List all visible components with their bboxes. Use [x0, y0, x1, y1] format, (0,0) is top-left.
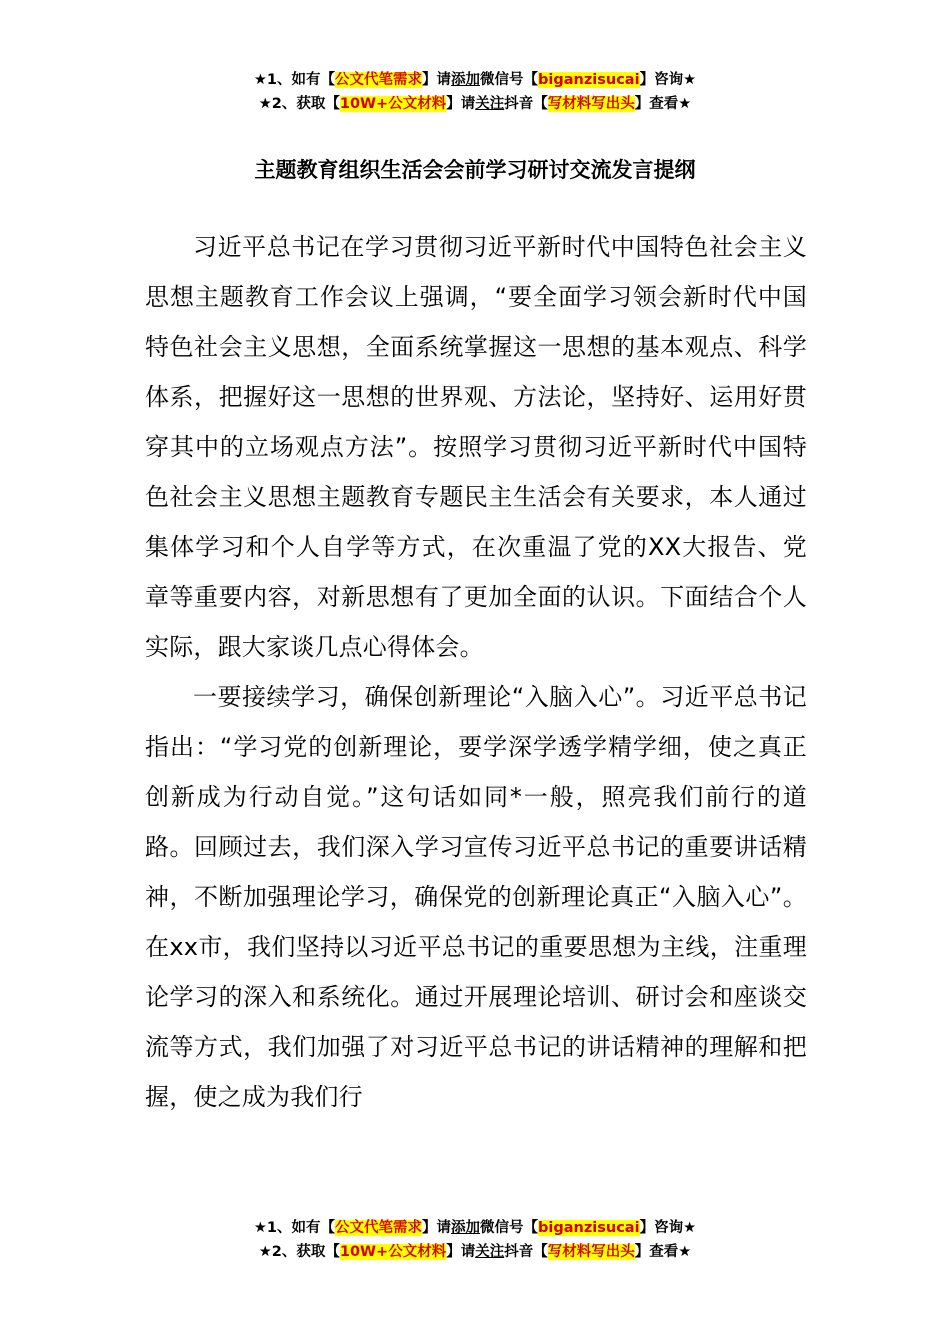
footer-1-suffix: 】咨询★: [639, 1220, 697, 1236]
footer-banner-line-2: [0, 1240, 950, 1264]
footer-2-highlight-materials: 10W+公文材料: [339, 1244, 447, 1260]
footer-2-prefix: ★2、获取【: [258, 1244, 340, 1260]
footer-banner-line-1: [0, 1216, 950, 1240]
banner-1-mid2: 微信号【: [480, 72, 539, 88]
footer-1-highlight-service: 公文代笔需求: [335, 1220, 423, 1236]
banner-2-emphasis: 关注: [475, 96, 505, 112]
banner-2-highlight-douyin: 写材料写出头: [547, 96, 635, 112]
banner-1-emphasis: 添加: [451, 72, 481, 88]
banner-1-mid1: 】请: [422, 72, 452, 88]
footer-2-highlight-douyin: 写材料写出头: [547, 1244, 635, 1260]
header-banner: [0, 68, 950, 116]
footer-1-mid2: 微信号【: [480, 1220, 539, 1236]
footer-1-mid1: 】请: [422, 1220, 452, 1236]
banner-1-prefix: ★1、如有【: [253, 72, 336, 88]
document-title: 主题教育组织生活会会前学习研讨交流发言提纲: [254, 158, 696, 182]
footer-2-mid1: 】请: [446, 1244, 476, 1260]
footer-1-emphasis: 添加: [451, 1220, 481, 1236]
banner-2-highlight-materials: 10W+公文材料: [339, 96, 447, 112]
footer-banner: [0, 1216, 950, 1264]
footer-1-prefix: ★1、如有【: [253, 1220, 336, 1236]
paragraph-point-one: 一要接续学习，确保创新理论“入脑入心”。习近平总书记指出：“学习党的创新理论，要学深学透学精学细，使之真正创新成为行动自觉。”这句话如同*一般，照亮我们前行的道路。回顾过去，我们深入学习宣传习近平总书记的重要讲话精神，不断加强理论学习，确保党的创新理论真正“入脑入心”。在xx市，我们坚持以习近平总书记的重要思想为主线，注重理论学习的深入和系统化。通过开展理论培训、研讨会和座谈交流等方式，我们加强了对习近平总书记的讲话精神的理解和把握，使之成为我们行: [145, 683, 807, 1111]
footer-1-highlight-wechat: biganzisucai: [538, 1220, 640, 1236]
paragraph-intro: 习近平总书记在学习贯彻习近平新时代中国特色社会主义思想主题教育工作会议上强调，“要全面学习领会新时代中国特色社会主义思想，全面系统掌握这一思想的基本观点、科学体系，把握好这一思想的世界观、方法论，坚持好、运用好贯穿其中的立场观点方法”。按照学习贯彻习近平新时代中国特色社会主义思想主题教育专题民主生活会有关要求，本人通过集体学习和个人自学等方式，在次重温了党的XX大报告、党章等重要内容，对新思想有了更加全面的认识。下面结合个人实际，跟大家谈几点心得体会。: [145, 233, 807, 661]
banner-1-suffix: 】咨询★: [639, 72, 697, 88]
banner-2-prefix: ★2、获取【: [258, 96, 340, 112]
banner-1-highlight-service: 公文代笔需求: [335, 72, 423, 88]
banner-line-2: [0, 92, 950, 116]
document-body: [145, 222, 807, 1122]
banner-line-1: [0, 68, 950, 92]
banner-2-mid1: 】请: [446, 96, 476, 112]
banner-2-suffix: 】查看★: [634, 96, 692, 112]
footer-2-emphasis: 关注: [475, 1244, 505, 1260]
banner-1-highlight-wechat: biganzisucai: [538, 72, 640, 88]
footer-2-suffix: 】查看★: [634, 1244, 692, 1260]
banner-2-mid2: 抖音【: [504, 96, 548, 112]
footer-2-mid2: 抖音【: [504, 1244, 548, 1260]
